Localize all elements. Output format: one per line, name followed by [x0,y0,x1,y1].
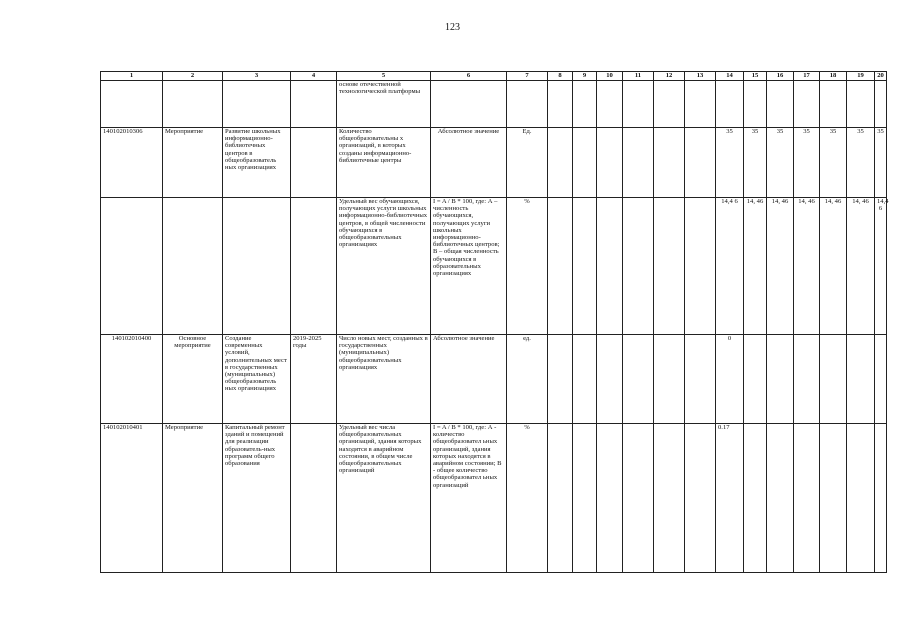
name-cell [223,81,291,128]
column-header: 7 [507,72,548,81]
column-header: 10 [597,72,623,81]
value-cell [820,335,847,424]
column-header: 11 [623,72,654,81]
value-cell: 35 [744,128,767,198]
type-cell: Основное мероприятие [163,335,223,424]
indicator-cell: Число новых мест, созданных в государственных (муниципальных) общеобразовательных организациях [337,335,431,424]
name-cell: Развитие школьных информационно-библиотечных центров в общеобразователь ных организациях [223,128,291,198]
column-header: 13 [685,72,716,81]
column-header: 16 [767,72,794,81]
value-cell [654,81,685,128]
value-cell [623,424,654,573]
value-cell: 35 [767,128,794,198]
unit-cell: ед. [507,335,548,424]
unit-cell [507,81,548,128]
value-cell: 14, 46 [820,198,847,335]
column-header: 18 [820,72,847,81]
value-cell [573,335,597,424]
value-cell [685,198,716,335]
table-row [101,198,887,335]
value-cell [623,81,654,128]
period-cell: 2019-2025 годы [291,335,337,424]
value-cell [623,198,654,335]
value-cell [597,335,623,424]
table-row [101,128,887,198]
method-cell: I = A / B * 100, где: А – численность обучающихся, получающих услуги школьных информационно-библиотечных центров; В – общая численность обучающихся в образовательных организациях [431,198,507,335]
type-cell [163,198,223,335]
value-cell: 0.17 [716,424,744,573]
value-cell [597,128,623,198]
type-cell [163,81,223,128]
column-header: 1 [101,72,163,81]
value-cell [597,424,623,573]
column-header: 17 [794,72,820,81]
code-cell [101,198,163,335]
column-header: 12 [654,72,685,81]
indicator-cell: Количество общеобразовательны х организаций, в которых созданы информационно-библиотечные центры [337,128,431,198]
value-cell [654,424,685,573]
value-cell [548,198,573,335]
period-cell [291,128,337,198]
unit-cell: Ед. [507,128,548,198]
code-cell: 140102010400 [101,335,163,424]
value-cell: 35 [820,128,847,198]
name-cell [223,198,291,335]
value-cell [548,335,573,424]
value-cell [744,335,767,424]
value-cell [685,335,716,424]
code-cell [101,81,163,128]
value-cell [573,128,597,198]
name-cell: Создание современных условий, дополнительных мест в государственных (муниципальных) общеобразователь ных организациях [223,335,291,424]
column-header: 9 [573,72,597,81]
column-header: 3 [223,72,291,81]
code-cell: 140102010306 [101,128,163,198]
value-cell [716,81,744,128]
value-cell: 14, 46 [767,198,794,335]
value-cell [744,424,767,573]
value-cell [744,81,767,128]
value-cell [685,424,716,573]
name-cell: Капитальный ремонт зданий и помещений для реализации образователь-ных программ общего образования [223,424,291,573]
value-cell [794,81,820,128]
value-cell [875,81,887,128]
value-cell [573,81,597,128]
column-header: 5 [337,72,431,81]
table-row [101,424,887,573]
value-cell [548,424,573,573]
value-cell [548,128,573,198]
value-cell: 35 [716,128,744,198]
indicator-cell: Удельный вес числа общеобразовательных организаций, здания которых находятся в аварийном состоянии, в общем числе общеобразовательных организаций [337,424,431,573]
period-cell [291,198,337,335]
method-cell: I = A / B * 100, где: А - количество общеобразовател ьных организаций, здания которых находятся в аварийном состоянии; В - общее количество общеобразовател ьных организаций [431,424,507,573]
column-header: 14 [716,72,744,81]
value-cell [654,198,685,335]
table-row [101,81,887,128]
value-cell [597,81,623,128]
value-cell: 14, 46 [744,198,767,335]
code-cell: 140102010401 [101,424,163,573]
unit-cell: % [507,424,548,573]
value-cell [767,424,794,573]
value-cell [875,424,887,573]
value-cell [875,335,887,424]
value-cell [685,81,716,128]
value-cell [573,424,597,573]
column-header: 2 [163,72,223,81]
unit-cell: % [507,198,548,335]
value-cell: 14,4 6 [875,198,887,335]
value-cell: 14, 46 [794,198,820,335]
indicator-cell: основе отечественной технологической платформы [337,81,431,128]
period-cell [291,424,337,573]
value-cell [623,335,654,424]
value-cell [654,335,685,424]
value-cell: 35 [847,128,875,198]
value-cell [794,424,820,573]
column-header: 8 [548,72,573,81]
method-cell: Абсолютное значение [431,335,507,424]
value-cell: 35 [794,128,820,198]
column-header: 4 [291,72,337,81]
value-cell: 35 [875,128,887,198]
value-cell [820,81,847,128]
value-cell [654,128,685,198]
value-cell [847,81,875,128]
type-cell: Мероприятие [163,424,223,573]
column-header: 19 [847,72,875,81]
column-header: 15 [744,72,767,81]
value-cell [794,335,820,424]
method-cell: Абсолютное значение [431,128,507,198]
value-cell [847,335,875,424]
column-header: 20 [875,72,887,81]
table-header-row [101,72,887,81]
value-cell: 14,4 6 [716,198,744,335]
page-number: 123 [445,22,460,33]
value-cell [685,128,716,198]
table-row [101,335,887,424]
value-cell [767,335,794,424]
value-cell [820,424,847,573]
value-cell: 0 [716,335,744,424]
value-cell [623,128,654,198]
value-cell: 14, 46 [847,198,875,335]
value-cell [597,198,623,335]
column-header: 6 [431,72,507,81]
value-cell [573,198,597,335]
indicators-table [100,71,887,573]
value-cell [767,81,794,128]
indicator-cell: Удельный вес обучающихся, получающих услуги школьных информационно-библиотечных центров, в общей численности обучающихся в общеобразовательных организациях [337,198,431,335]
type-cell: Мероприятие [163,128,223,198]
value-cell [548,81,573,128]
value-cell [847,424,875,573]
method-cell [431,81,507,128]
period-cell [291,81,337,128]
